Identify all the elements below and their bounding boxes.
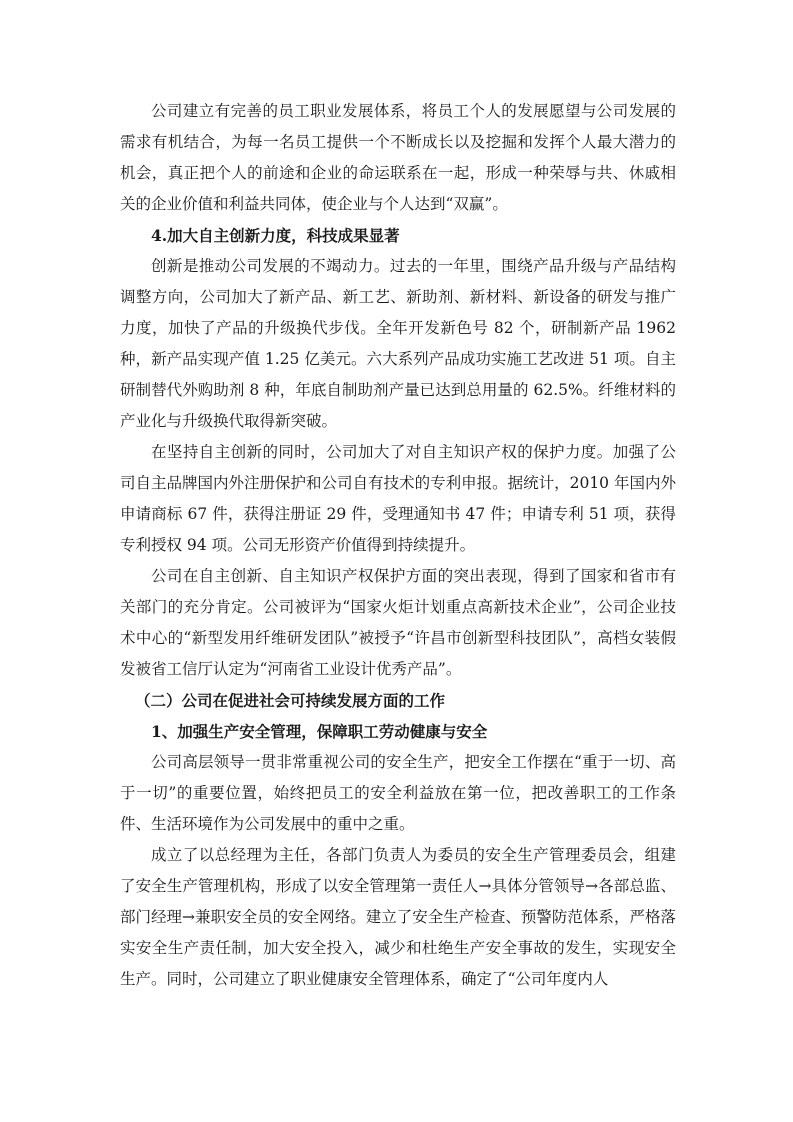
paragraph: 公司在自主创新、自主知识产权保护方面的突出表现，得到了国家和省市有关部门的充分肯定。公司被评为“国家火炬计划重点高新技术企业”，公司企业技术中心的“新型发用纤维研发团队”被授予“许昌市创新型科技团队”，高档女装假发被省工信厅认定为“河南省工业设计优秀产品”。 [120, 567, 676, 678]
paragraph: 成立了以总经理为主任，各部门负责人为委员的安全生产管理委员会，组建了安全生产管理机构，形成了以安全管理第一责任人→具体分管领导→各部总监、部门经理→兼职安全员的安全网络。建立了安全生产检查、预警防范体系，严格落实安全生产责任制，加大安全投入，减少和杜绝生产安全事故的发生，实现安全生产。同时，公司建立了职业健康安全管理体系，确定了“公司年度内人 [120, 846, 676, 988]
paragraph: 创新是推动公司发展的不竭动力。过去的一年里，围绕产品升级与产品结构调整方向，公司加大了新产品、新工艺、新助剂、新材料、新设备的研发与推广力度，加快了产品的升级换代步伐。全年开发新色号 82 个，研制新产品 1962 种，新产品实现产值 1.25 亿美元。六大系列产品成功实施工艺改进 51 项。自主研制替代外购助剂 8 种，年底自制助剂产量已达到总用量的 62.5%。纤维材料的产业化与升级换代取得新突破。 [120, 257, 676, 430]
section-heading: （二）公司在促进社会可持续发展方面的工作 [135, 691, 446, 710]
subheading: 1、加强生产安全管理，保障职工劳动健康与安全 [151, 722, 488, 741]
paragraph: 公司高层领导一贯非常重视公司的安全生产，把安全工作摆在“重于一切、高于一切”的重要位置，始终把员工的安全利益放在第一位，把改善职工的工作条件、生活环境作为公司发展中的重中之重。 [120, 753, 676, 833]
paragraph: 公司建立有完善的员工职业发展体系，将员工个人的发展愿望与公司发展的需求有机结合，为每一名员工提供一个不断成长以及挖掘和发挥个人最大潜力的机会，真正把个人的前途和企业的命运联系在一起，形成一种荣辱与共、休戚相关的企业价值和利益共同体，使企业与个人达到“双赢”。 [120, 102, 676, 213]
document-body [120, 96, 676, 995]
heading: 4.加大自主创新力度，科技成果显著 [151, 226, 400, 245]
paragraph: 在坚持自主创新的同时，公司加大了对自主知识产权的保护力度。加强了公司自主品牌国内外注册保护和公司自有技术的专利申报。据统计，2010 年国内外申请商标 67 件，获得注册证 29 件，受理通知书 47 件；申请专利 51 项，获得专利授权 94 项。公司无形资产价值得到持续提升。 [120, 443, 676, 554]
